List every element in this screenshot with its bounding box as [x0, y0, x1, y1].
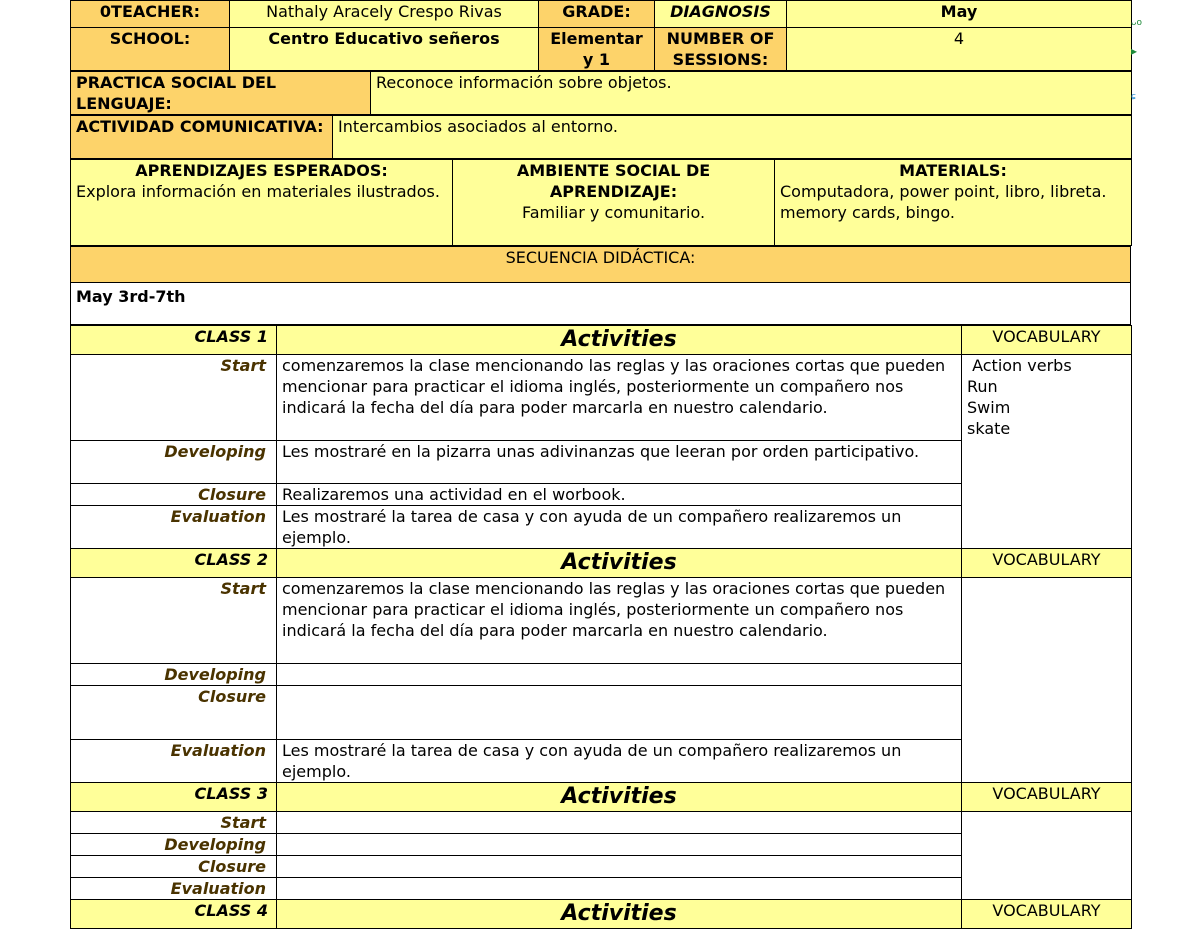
objectives-table: [70, 159, 1132, 246]
class-3-closure-label: Closure: [71, 856, 277, 878]
edge-fragment-icon: ɕ: [1131, 92, 1136, 102]
secuencia-table: [70, 246, 1131, 325]
class-3-evaluation-label: Evaluation: [71, 878, 277, 900]
sessions-value: 4: [787, 28, 1132, 71]
materials-cell: [775, 160, 1132, 246]
ambiente-value: Familiar y comunitario.: [521, 203, 706, 222]
practica-label: PRACTICA SOCIAL DEL LENGUAJE:: [71, 72, 371, 115]
vocab-item: Run: [967, 377, 998, 396]
vocab-item: Swim: [967, 398, 1011, 417]
class-2-evaluation-text: Les mostraré la tarea de casa y con ayuda de un compañero realizaremos un ejemplo.: [277, 740, 962, 783]
aprendizajes-value: Explora información en materiales ilustrados.: [76, 182, 440, 201]
grade-value: Elementar y 1: [539, 28, 655, 71]
class-1-activities-header: Activities: [277, 326, 962, 355]
actividad-table: [70, 115, 1132, 159]
class-2-closure-text: [277, 686, 962, 740]
class-4-label: CLASS 4: [71, 900, 277, 929]
class-1-vocabulary: [962, 355, 1132, 549]
classes-table: [70, 325, 1132, 929]
actividad-value: Intercambios asociados al entorno.: [333, 116, 1132, 159]
class-1-start-label: Start: [71, 355, 277, 441]
sessions-label: NUMBER OF SESSIONS:: [655, 28, 787, 71]
class-2-developing-text: [277, 664, 962, 686]
class-2-developing-label: Developing: [71, 664, 277, 686]
school-label: SCHOOL:: [71, 28, 230, 71]
class-3-developing-text: [277, 834, 962, 856]
class-1-closure-label: Closure: [71, 484, 277, 506]
grade-label: GRADE:: [539, 1, 655, 28]
class-3-activities-header: Activities: [277, 783, 962, 812]
aprendizajes-label: APRENDIZAJES ESPERADOS:: [135, 161, 388, 180]
class-3-vocabulary: [962, 812, 1132, 900]
class-3-closure-text: [277, 856, 962, 878]
aprendizajes-cell: [71, 160, 453, 246]
vocab-item: Action verbs: [967, 356, 1072, 375]
class-1-label: CLASS 1: [71, 326, 277, 355]
class-1-evaluation-label: Evaluation: [71, 506, 277, 549]
materials-label: MATERIALS:: [899, 161, 1007, 180]
class-4-vocabulary-header: VOCABULARY: [962, 900, 1132, 929]
class-3-label: CLASS 3: [71, 783, 277, 812]
class-2-evaluation-label: Evaluation: [71, 740, 277, 783]
practica-table: [70, 71, 1132, 115]
class-3-evaluation-text: [277, 878, 962, 900]
class-1-evaluation-text: Les mostraré la tarea de casa y con ayuda de un compañero realizaremos un ejemplo.: [277, 506, 962, 549]
class-2-vocabulary: [962, 578, 1132, 783]
class-3-vocabulary-header: VOCABULARY: [962, 783, 1132, 812]
ambiente-label: AMBIENTE SOCIAL DE APRENDIZAJE:: [516, 161, 711, 201]
month-value: May: [787, 1, 1132, 28]
practica-value: Reconoce información sobre objetos.: [371, 72, 1132, 115]
class-2-vocabulary-header: VOCABULARY: [962, 549, 1132, 578]
class-1-vocabulary-header: VOCABULARY: [962, 326, 1132, 355]
class-3-developing-label: Developing: [71, 834, 277, 856]
class-3-start-text: [277, 812, 962, 834]
class-3-start-label: Start: [71, 812, 277, 834]
ambiente-cell: [453, 160, 775, 246]
edge-fragment-icon: ᴗᴏ: [1131, 18, 1143, 28]
materials-value: Computadora, power point, libro, libreta. memory cards, bingo.: [780, 182, 1107, 222]
class-1-start-text: comenzaremos la clase mencionando las reglas y las oraciones cortas que pueden mencionar para practicar el idioma inglés, posteriormente un compañero nos indicará la fecha del día para poder marcarla en nuestro calendario.: [277, 355, 962, 441]
class-1-developing-text: Les mostraré en la pizarra unas adivinanzas que leeran por orden participativo.: [277, 441, 962, 484]
class-2-start-label: Start: [71, 578, 277, 664]
lesson-plan-sheet: [70, 0, 1131, 929]
actividad-label: ACTIVIDAD COMUNICATIVA:: [71, 116, 333, 159]
edge-arrow-icon: ▸: [1131, 44, 1138, 58]
date-range: May 3rd-7th: [71, 283, 1131, 325]
secuencia-label: SECUENCIA DIDÁCTICA:: [71, 247, 1131, 283]
class-4-activities-header: Activities: [277, 900, 962, 929]
teacher-label: 0TEACHER:: [71, 1, 230, 28]
diagnosis-label: DIAGNOSIS: [655, 1, 787, 28]
header-table: [70, 0, 1132, 71]
class-2-label: CLASS 2: [71, 549, 277, 578]
class-2-activities-header: Activities: [277, 549, 962, 578]
class-2-closure-label: Closure: [71, 686, 277, 740]
class-2-start-text: comenzaremos la clase mencionando las reglas y las oraciones cortas que pueden mencionar para practicar el idioma inglés, posteriormente un compañero nos indicará la fecha del día para poder marcarla en nuestro calendario.: [277, 578, 962, 664]
school-name: Centro Educativo señeros: [230, 28, 539, 71]
class-1-closure-text: Realizaremos una actividad en el worbook.: [277, 484, 962, 506]
class-1-developing-label: Developing: [71, 441, 277, 484]
vocab-item: skate: [967, 419, 1011, 438]
teacher-name: Nathaly Aracely Crespo Rivas: [230, 1, 539, 28]
